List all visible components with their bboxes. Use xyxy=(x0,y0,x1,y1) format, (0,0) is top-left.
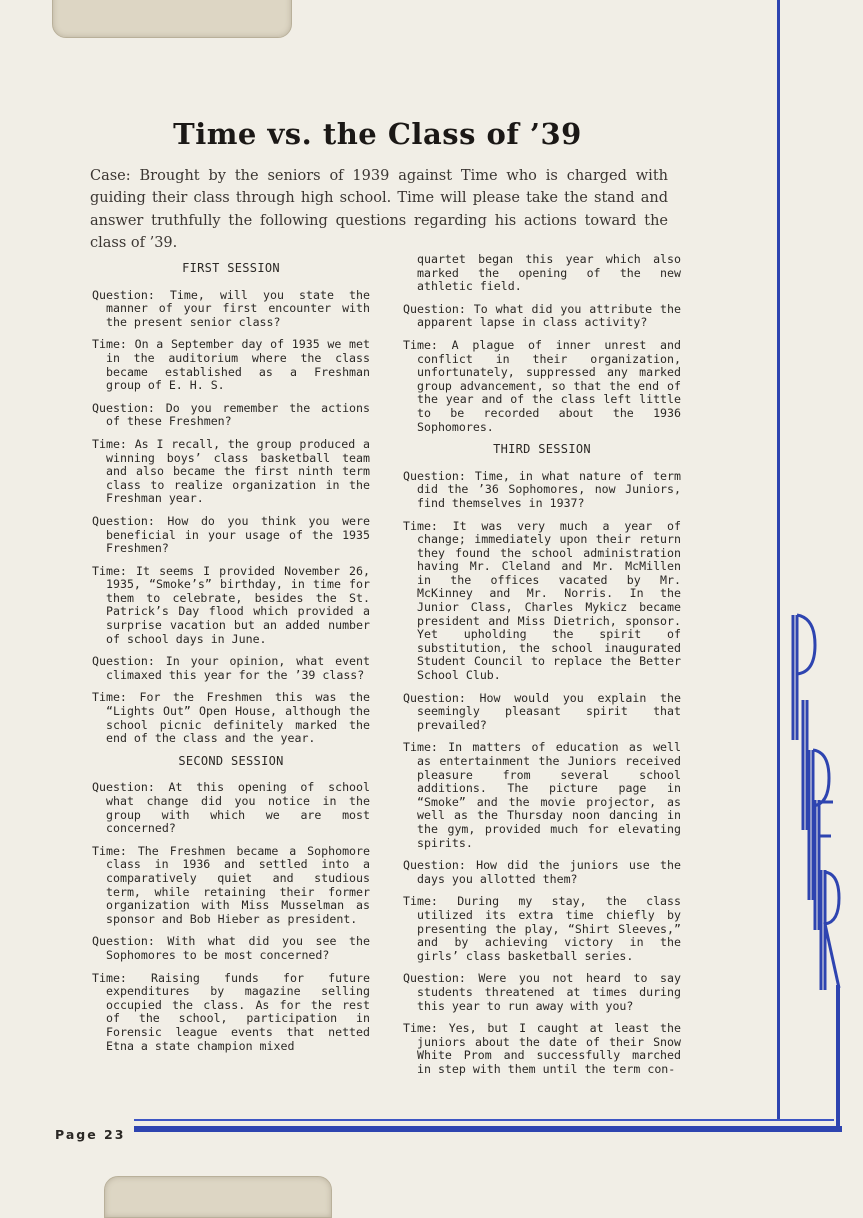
vertical-border-rule xyxy=(777,0,780,1120)
qa-entry: Time: Raising funds for future expenditures by magazine selling occupied the class. As for the rest of the school, participation in Forensic league events that netted Etna a state champion mixed xyxy=(92,970,370,1053)
qa-entry: Time: For the Freshmen this was the “Lights Out” Open House, although the school picnic definitely marked the end of the class and the year. xyxy=(92,690,370,746)
qa-entry: Question: To what did you attribute the apparent lapse in class activity? xyxy=(403,301,681,330)
qa-entry: Time: The Freshmen became a Sophomore class in 1936 and settled into a comparatively quiet and studious term, while retaining their former organization with Miss Musselman as sponsor and Bob Hieber as president. xyxy=(92,843,370,926)
third-session-heading: THIRD SESSION xyxy=(493,442,591,457)
qa-entry: Question: How do you think you were beneficial in your usage of the 1935 Freshmen? xyxy=(92,513,370,556)
vertical-border-rule-lower xyxy=(836,985,840,1131)
qa-entry: Question: With what did you see the Sophomores to be most concerned? xyxy=(92,934,370,962)
page-title: Time vs. the Class of ’39 xyxy=(173,117,582,152)
qa-entry: Time: A plague of inner unrest and conflict in their organization, unfortunately, suppressed any marked group advancement, so that the end of the year and of the class left little to be recorded about the 1936 Sophomores. xyxy=(403,337,681,434)
second-session-heading: SECOND SESSION xyxy=(178,753,284,768)
qa-entry: Question: At this opening of school what change did you notice in the group with which we are most concerned? xyxy=(92,780,370,836)
qa-entry: Time: It seems I provided November 26, 1935, “Smoke’s” birthday, in time for them to celebrate, besides the St. Patrick’s Day flood which provided a surprise vacation but an added number of school days in June. xyxy=(92,563,370,646)
qa-entry: Question: Do you remember the actions of these Freshmen? xyxy=(92,400,370,429)
piper-side-logo xyxy=(785,600,845,1000)
binder-tab-top xyxy=(52,0,292,38)
page-number: Page 23 xyxy=(55,1127,126,1142)
binder-tab-bottom xyxy=(104,1176,332,1218)
qa-entry: Question: How would you explain the seemingly pleasant spirit that prevailed? xyxy=(403,690,681,732)
continuation-text: quartet began this year which also marked the opening of the new athletic field. xyxy=(417,252,681,294)
qa-entry: Question: Time, in what nature of term did the ’36 Sophomores, now Juniors, find themselves in 1937? xyxy=(403,468,681,510)
left-column xyxy=(92,256,370,1062)
qa-entry: Question: Were you not heard to say students threatened at times during this year to run away with you? xyxy=(403,971,681,1013)
qa-entry: Question: In your opinion, what event climaxed this year for the ’39 class? xyxy=(92,654,370,682)
qa-entry: Time: During my stay, the class utilized its extra time chiefly by presenting the play, “Shirt Sleeves,” and by achieving victory in the girls’ class basketball series. xyxy=(403,894,681,963)
qa-entry: Time: On a September day of 1935 we met in the auditorium where the class became established as a Freshman group of E. H. S. xyxy=(92,337,370,393)
footer-rule-thin xyxy=(134,1119,834,1121)
first-session-heading: FIRST SESSION xyxy=(182,261,280,275)
qa-entry: Question: Time, will you state the manner of your first encounter with the present senior class? xyxy=(92,287,370,329)
qa-entry: Time: Yes, but I caught at least the juniors about the date of their Snow White Prom and successfully marched in step with them until the term con- xyxy=(403,1021,681,1076)
footer-rule xyxy=(134,1126,842,1132)
qa-entry: Time: It was very much a year of change; immediately upon their return they found the school administration having Mr. Cleland and Mr. McMillen in the offices vacated by Mr. McKinney and Mr. Norris. In the Junior Class, Charles Mykicz became president and Miss Dietrich, sponsor. Yet upholding the spirit of substitution, the school inaugurated Student Council to replace the Better School Club. xyxy=(403,518,681,683)
case-statement: Case: Brought by the seniors of 1939 against Time who is charged with guiding their class through high school. Time will please take the stand and answer truthfully the following questions regarding his actions toward the class of ’39. xyxy=(90,167,668,251)
qa-entry: Question: How did the juniors use the days you allotted them? xyxy=(403,858,681,886)
right-column xyxy=(403,253,681,1085)
qa-entry: Time: As I recall, the group produced a winning boys’ class basketball team and also became the first ninth term class to realize organization in the Freshman year. xyxy=(92,436,370,506)
qa-entry: Time: In matters of education as well as entertainment the Juniors received pleasure from several school additions. The picture page in “Smoke” and the movie projector, as well as the Thursday noon dancing in the gym, provided much for elevating spirits. xyxy=(403,740,681,850)
